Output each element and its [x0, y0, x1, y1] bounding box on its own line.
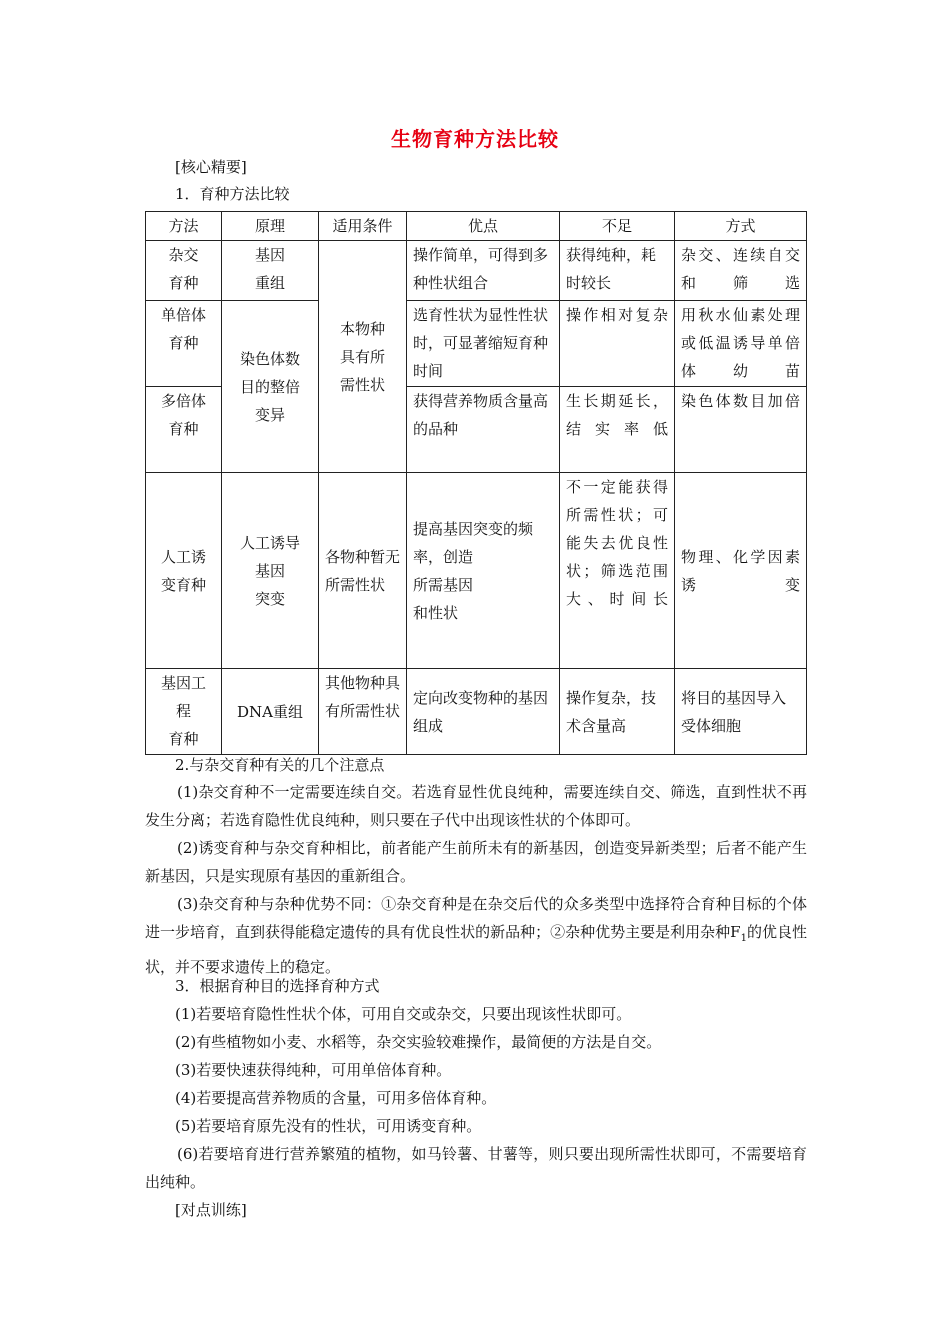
cell-principle: 基因 重组 [222, 241, 319, 301]
cell-shortcoming: 操作相对复杂 [560, 301, 675, 387]
cell-advantage: 定向改变物种的基因组成 [407, 669, 560, 755]
cell-principle: DNA重组 [222, 669, 319, 755]
cell-condition: 各物种暂无所需性状 [319, 473, 407, 669]
cell-way: 染色体数目加倍 [675, 387, 807, 473]
page-title: 生物育种方法比较 [391, 127, 559, 151]
table-row [146, 241, 807, 301]
cell-advantage: 获得营养物质含量高的品种 [407, 387, 560, 473]
table-row [146, 301, 807, 387]
header-condition: 适用条件 [319, 212, 407, 241]
section-3-item-4: (4)若要提高营养物质的含量，可用多倍体育种。 [175, 1089, 497, 1107]
cell-condition-merged: 本物种 具有所 需性状 [319, 241, 407, 473]
cell-method: 单倍体 育种 [146, 301, 222, 387]
section-2-point-1: (1)杂交育种不一定需要连续自交。若选育显性优良纯种，需要连续自交、筛选，直到性状不再发生分离；若选育隐性优良纯种，则只要在子代中出现该性状的个体即可。 [145, 783, 807, 829]
cell-shortcoming: 获得纯种，耗时较长 [560, 241, 675, 301]
core-essentials-label: [核心精要] [175, 158, 247, 176]
cell-way: 用秋水仙素处理或低温诱导单倍体幼苗 [675, 301, 807, 387]
header-shortcoming: 不足 [560, 212, 675, 241]
practice-label: [对点训练] [175, 1201, 247, 1219]
section-1-title: 1．育种方法比较 [175, 185, 290, 203]
f1-subscript: 1 [740, 933, 747, 944]
cell-advantage: 提高基因突变的频率，创造 所需基因 和性状 [407, 473, 560, 669]
header-way: 方式 [675, 212, 807, 241]
cell-method: 杂交 育种 [146, 241, 222, 301]
table-header-row [146, 212, 807, 241]
section-2-title: 2.与杂交育种有关的几个注意点 [175, 756, 385, 774]
header-method: 方法 [146, 212, 222, 241]
cell-way: 杂交、连续自交和筛选 [675, 241, 807, 301]
section-3-item-2: (2)有些植物如小麦、水稻等，杂交实验较难操作，最简便的方法是自交。 [175, 1033, 662, 1051]
cell-shortcoming: 操作复杂，技术含量高 [560, 669, 675, 755]
header-advantage: 优点 [407, 212, 560, 241]
section-3-item-1: (1)若要培育隐性性状个体，可用自交或杂交，只要出现该性状即可。 [175, 1005, 632, 1023]
cell-way: 物理、化学因素诱变 [675, 473, 807, 669]
cell-method: 基因工 程 育种 [146, 669, 222, 755]
cell-principle: 人工诱导 基因 突变 [222, 473, 319, 669]
cell-way: 将目的基因导入受体细胞 [675, 669, 807, 755]
point-3-text-b: 的优良性状，并不要求遗传上的稳定。 [145, 923, 807, 976]
section-2-point-2: (2)诱变育种与杂交育种相比，前者能产生前所未有的新基因，创造变异新类型；后者不能产生新基因，只是实现原有基因的重新组合。 [145, 839, 807, 885]
cell-principle-merged: 染色体数 目的整倍 变异 [222, 301, 319, 473]
cell-advantage: 选育性状为显性性状时，可显著缩短育种时间 [407, 301, 560, 387]
section-3-item-6: (6)若要培育进行营养繁殖的植物，如马铃薯、甘薯等，则只要出现所需性状即可，不需要培育出纯种。 [145, 1145, 807, 1191]
cell-method: 多倍体 育种 [146, 387, 222, 473]
cell-condition: 其他物种具有所需性状 [319, 669, 407, 755]
table-row [146, 473, 807, 669]
table-row [146, 669, 807, 755]
point-3-text-a: (3)杂交育种与杂种优势不同：①杂交育种是在杂交后代的众多类型中选择符合育种目标的个体进一步培育，直到获得能稳定遗传的具有优良性状的新品种；②杂种优势主要是利用杂种F [145, 895, 807, 941]
section-3-item-5: (5)若要培育原先没有的性状，可用诱变育种。 [175, 1117, 482, 1135]
breeding-comparison-table [145, 211, 807, 755]
cell-shortcoming: 生长期延长，结实率低 [560, 387, 675, 473]
header-principle: 原理 [222, 212, 319, 241]
cell-method: 人工诱 变育种 [146, 473, 222, 669]
section-3-item-3: (3)若要快速获得纯种，可用单倍体育种。 [175, 1061, 452, 1079]
cell-advantage: 操作简单，可得到多种性状组合 [407, 241, 560, 301]
section-3-title: 3．根据育种目的选择育种方式 [175, 977, 380, 995]
cell-shortcoming: 不一定能获得所需性状；可能失去优良性状；筛选范围大、时间长 [560, 473, 675, 669]
section-2-point-3 [145, 890, 807, 981]
